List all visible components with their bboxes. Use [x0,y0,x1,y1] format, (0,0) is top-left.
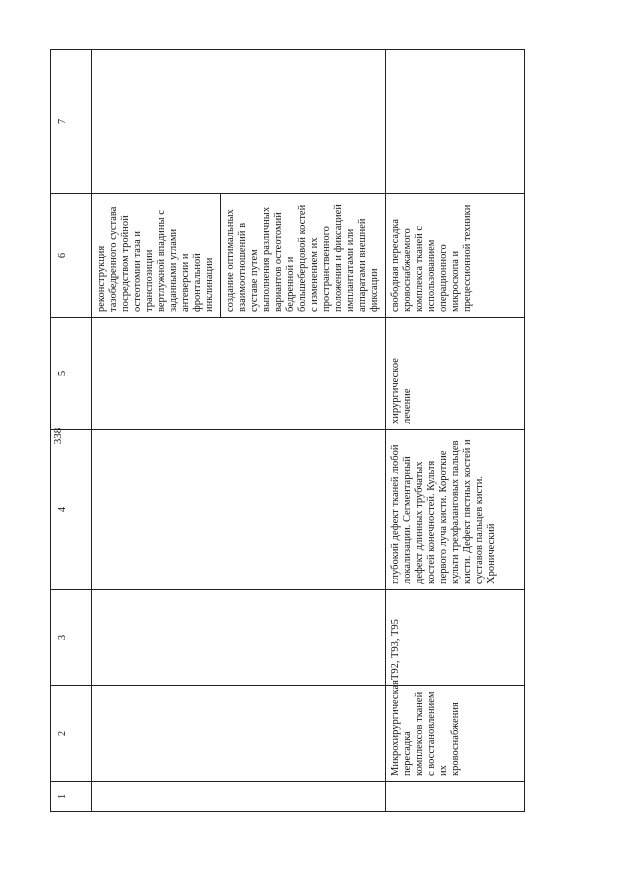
column-header-6: 6 [51,194,92,318]
table-cell [221,782,386,812]
table-cell [221,686,386,782]
table-header-row [51,50,92,812]
column-header-2: 2 [51,686,92,782]
table-cell [221,590,386,686]
column-header-1: 1 [51,782,92,812]
page-number: 338 [52,427,64,445]
table-cell: реконструкция тазобедренного сустава посредством тройной остеотомии таза и транспозиции вертлужной впадины с заданными углами антеверсии и фронтальной инклинации [92,194,221,318]
table-cell: T92, T93, T95 [386,590,525,686]
table-cell [221,318,386,430]
table-cell [221,50,386,194]
table-cell: создание оптимальных взаимоотношений в суставе путем выполнения различных вариантов остеотомий бедренной и большеберцовой костей с изменением их пространственного положения и фиксацией имплантатами или аппаратами внешней фиксации [221,194,386,318]
table-row [221,50,386,812]
column-header-5: 5 [51,318,92,430]
table-cell [92,318,221,430]
table-row [92,50,221,812]
table-cell [386,782,525,812]
table-cell: глубокий дефект тканей любой локализации. Сегментарный дефект длинных трубчатых костей конечностей. Культя первого луча кисти. Короткие культи трехфаланговых пальцев кисти. Дефект пястных костей и суставов пальцев кисти. Хронический [386,430,525,590]
table-cell [386,50,525,194]
column-header-7: 7 [51,50,92,194]
table-cell [92,590,221,686]
table-cell [92,686,221,782]
table-cell [221,430,386,590]
table-cell [92,782,221,812]
table-cell [92,430,221,590]
column-header-4: 4 [51,430,92,590]
table-cell: свободная пересадка кровоснабжаемого комплекса тканей с использованием операционного микроскопа и прецессионной техники [386,194,525,318]
table-row [386,50,525,812]
column-header-3: 3 [51,590,92,686]
rotated-table-container [50,50,515,812]
table-cell [92,50,221,194]
table-cell: Микрохирургическая пересадка комплексов тканей с восстановлением их кровоснабжения [386,686,525,782]
table-cell: хирургическое лечение [386,318,525,430]
medical-procedures-table [50,49,525,812]
